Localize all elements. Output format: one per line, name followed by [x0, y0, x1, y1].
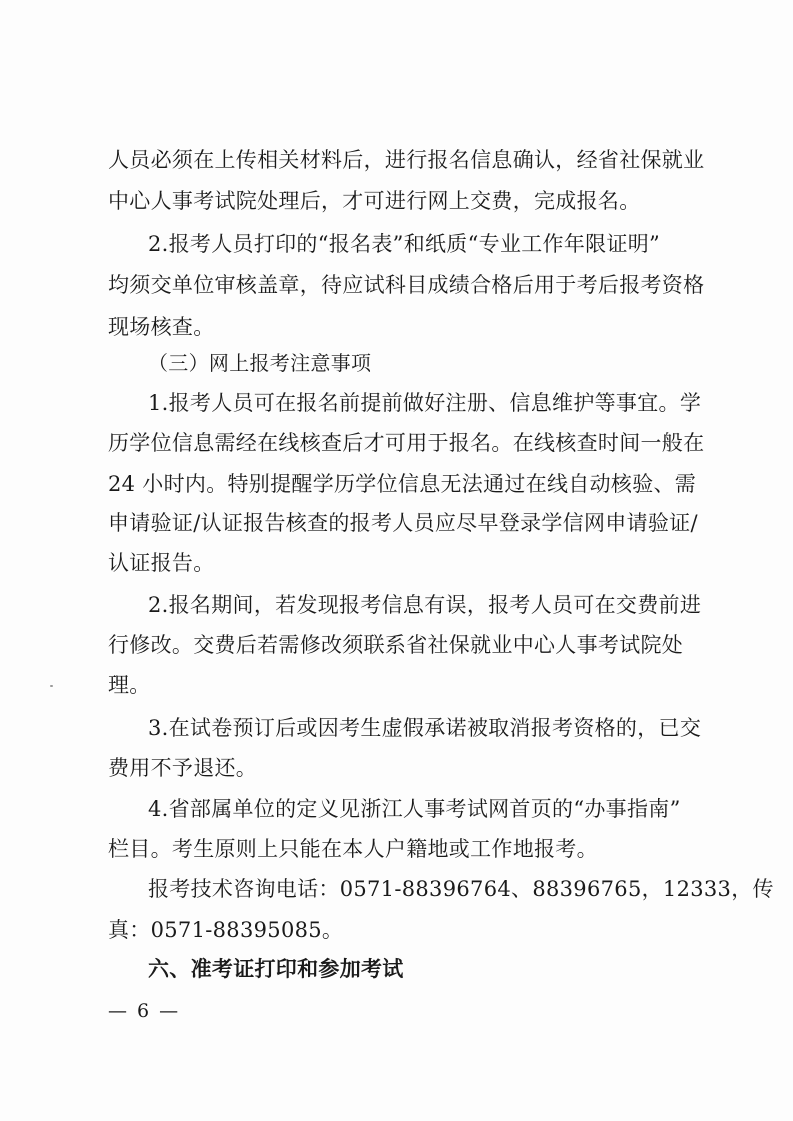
scan-speck [50, 685, 53, 687]
item-4-line-1: 4.省部属单位的定义见浙江人事考试网首页的“办事指南” [148, 797, 681, 821]
item-1-line-4: 申请验证/认证报告核查的报考人员应尽早登录学信网申请验证/ [108, 511, 698, 535]
item-3-line-1: 3.在试卷预订后或因考生虚假承诺被取消报考资格的，已交 [148, 716, 702, 740]
paragraph-2-line-1: 2.报考人员打印的“报名表”和纸质“专业工作年限证明” [148, 232, 661, 256]
item-1-line-1: 1.报考人员可在报名前提前做好注册、信息维护等事宜。学 [148, 391, 702, 415]
item-3-line-2: 费用不予退还。 [108, 756, 258, 780]
text-line-1: 人员必须在上传相关材料后，进行报名信息确认，经省社保就业 [108, 148, 705, 172]
item-4-line-2: 栏目。考生原则上只能在本人户籍地或工作地报考。 [108, 837, 598, 861]
item-1-line-5: 认证报告。 [108, 551, 215, 575]
page-number: — 6 — [108, 1000, 181, 1022]
item-1-line-2: 历学位信息需经在线核查后才可用于报名。在线核查时间一般在 [108, 431, 705, 455]
paragraph-2-line-3: 现场核查。 [108, 315, 215, 339]
item-1-line-3: 24 小时内。特别提醒学历学位信息无法通过在线自动核验、需 [108, 472, 697, 496]
contact-line-1: 报考技术咨询电话：0571-88396764、88396765，12333，传 [148, 877, 774, 901]
item-2-line-1: 2.报名期间，若发现报考信息有误，报考人员可在交费前进 [148, 593, 702, 617]
item-2-line-2: 行修改。交费后若需修改须联系省社保就业中心人事考试院处 [108, 633, 684, 657]
text-line-2: 中心人事考试院处理后，才可进行网上交费，完成报名。 [108, 189, 641, 213]
section-heading: 六、准考证打印和参加考试 [148, 957, 404, 981]
paragraph-2-line-2: 均须交单位审核盖章，待应试科目成绩合格后用于考后报考资格 [108, 273, 705, 297]
section-subheading: （三）网上报考注意事项 [148, 351, 372, 375]
contact-line-2: 真：0571-88395085。 [108, 918, 344, 942]
item-2-line-3: 理。 [108, 673, 151, 697]
